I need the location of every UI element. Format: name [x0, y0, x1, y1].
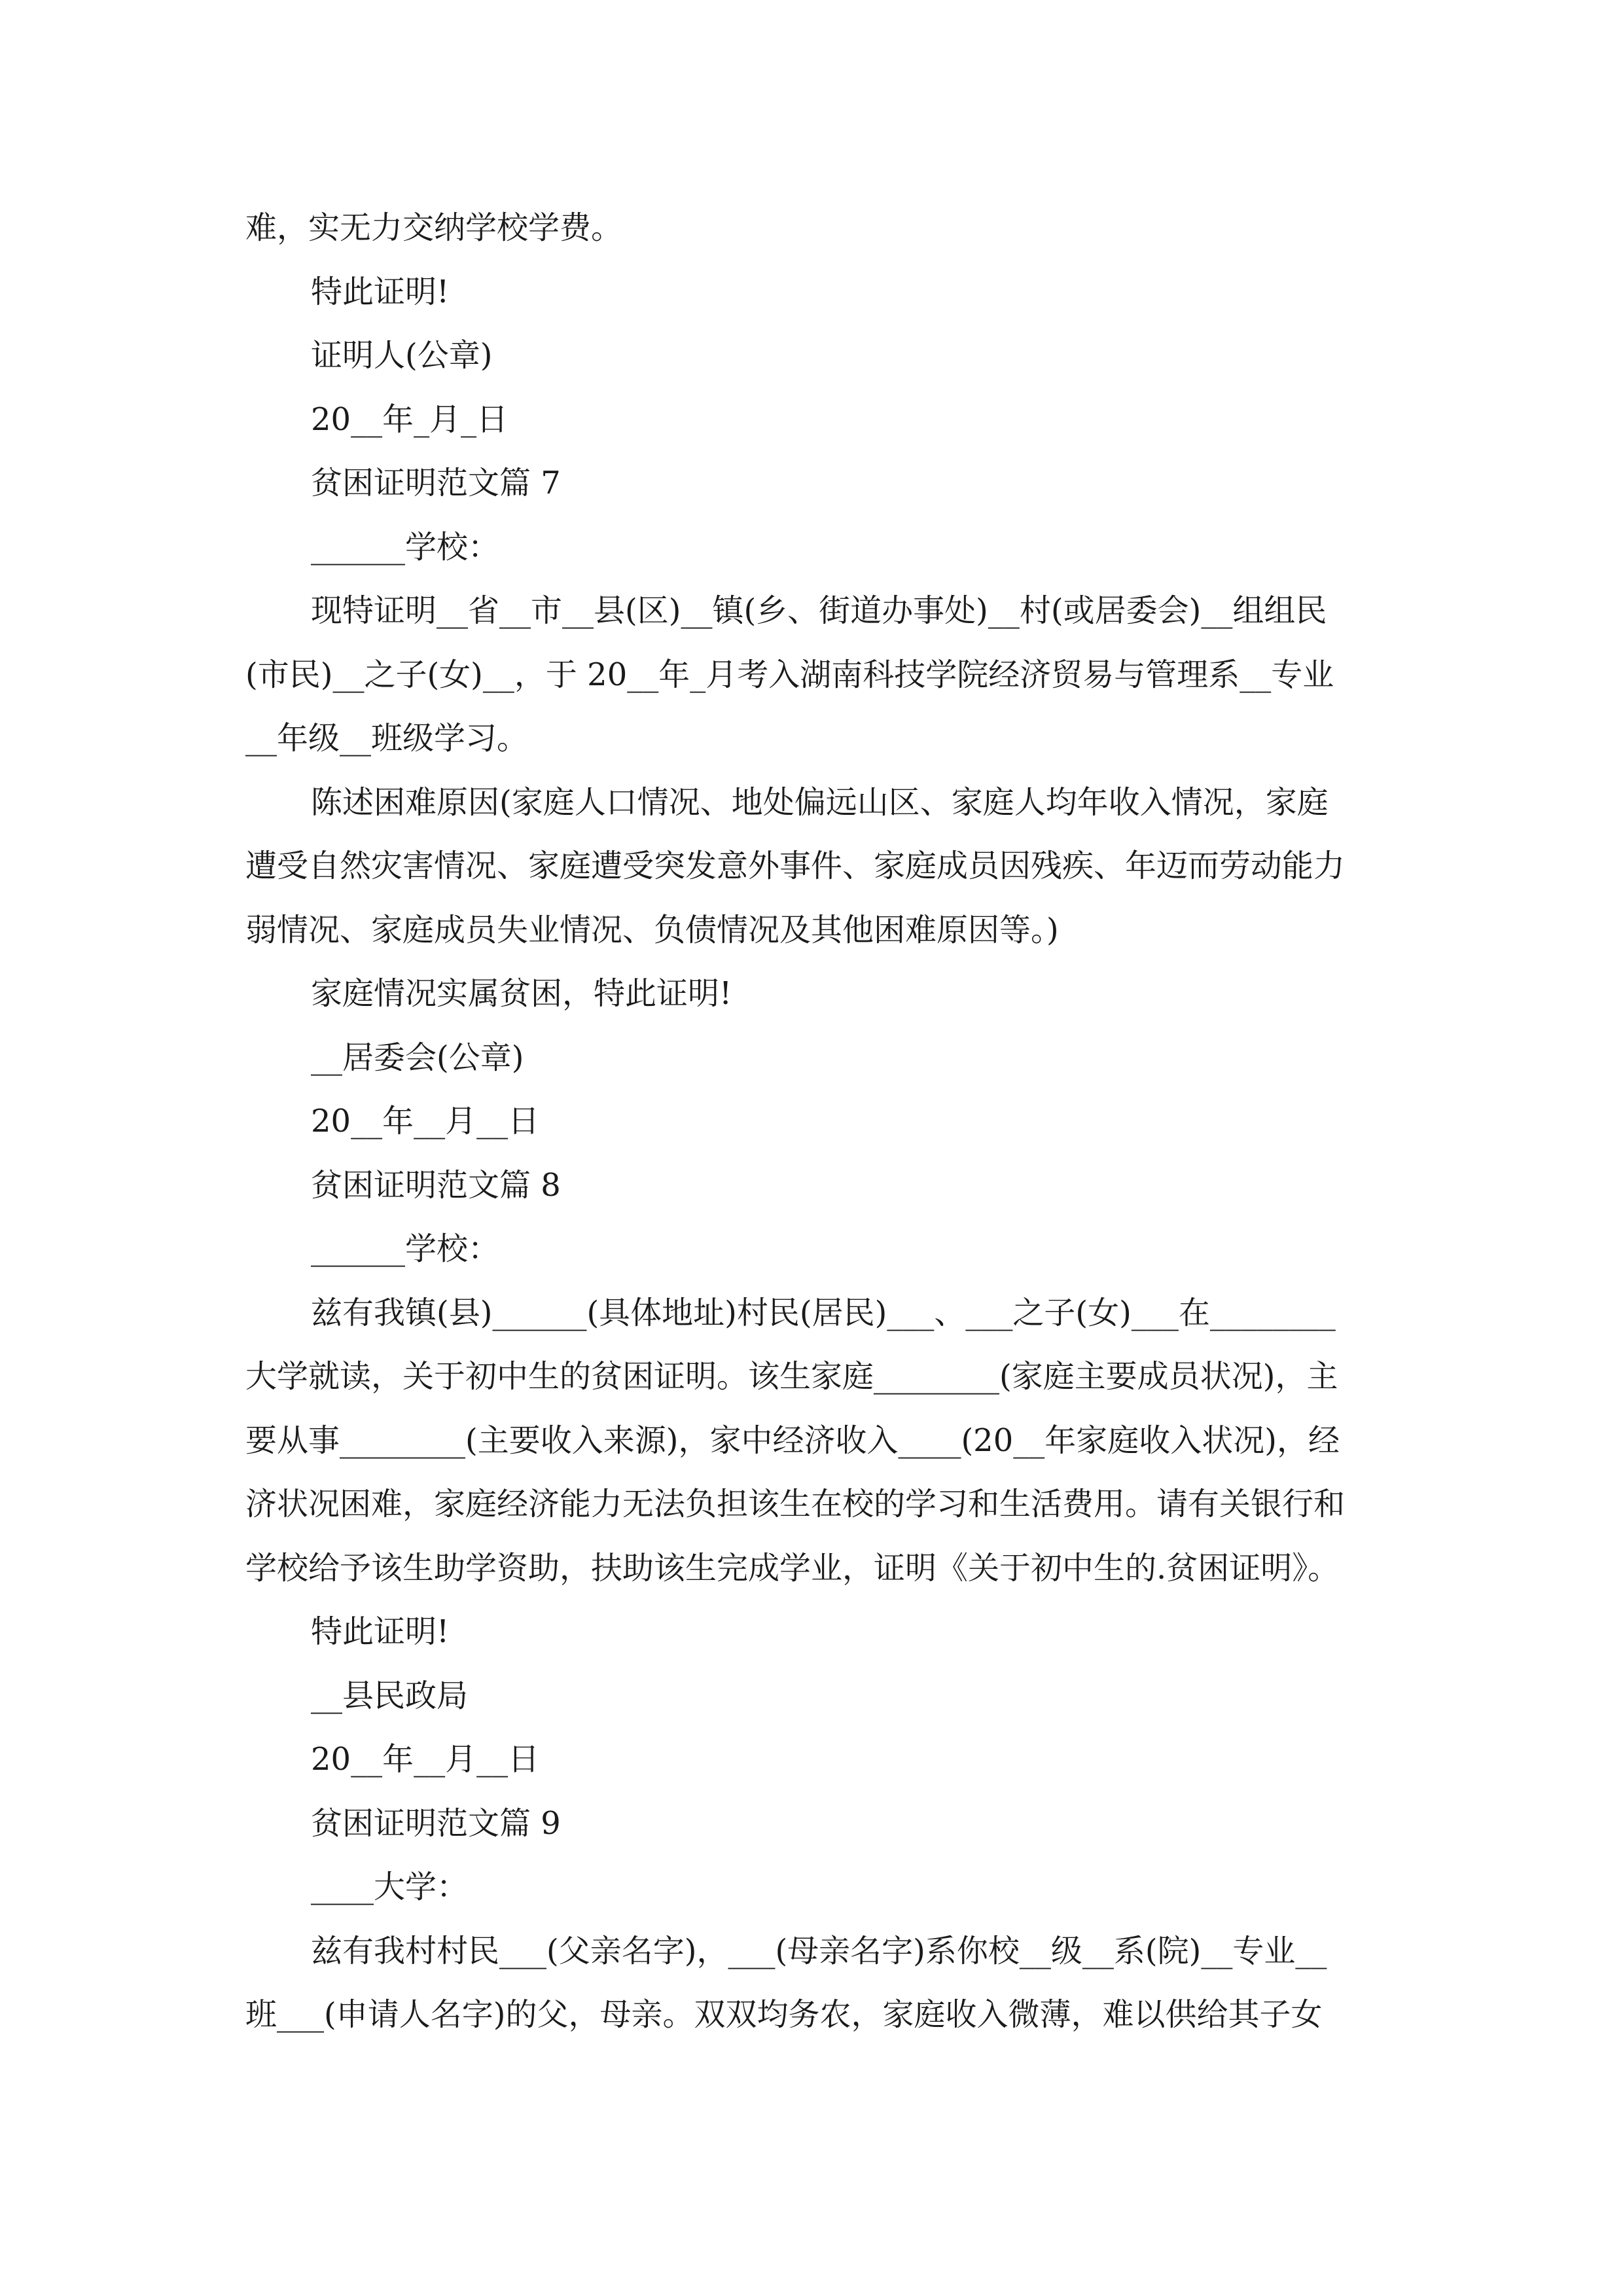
- text-line: 弱情况、家庭成员失业情况、负债情况及其他困难原因等。): [245, 911, 1059, 948]
- text-line: 20__年__月__日: [311, 1103, 540, 1139]
- document-body: [245, 196, 1387, 2047]
- text-line: 陈述困难原因(家庭人口情况、地处偏远山区、家庭人均年收入情况，家庭: [311, 783, 1329, 821]
- text-line: 贫困证明范文篇 8: [311, 1166, 561, 1204]
- text-line: 特此证明!: [311, 1613, 450, 1650]
- text-line: 难，实无力交纳学校学费。: [245, 209, 623, 246]
- text-line: __居委会(公章): [311, 1039, 524, 1076]
- text-line: 大学就读，关于初中生的贫困证明。该生家庭________(家庭主要成员状况)，主: [245, 1358, 1338, 1395]
- text-line: 班___(申请人名字)的父，母亲。双双均务农，家庭收入微薄，难以供给其子女: [245, 1996, 1323, 2033]
- text-line: 兹有我镇(县)______(具体地址)村民(居民)___、___之子(女)___在________: [311, 1294, 1336, 1331]
- text-line: 证明人(公章): [311, 337, 493, 374]
- text-line: 现特证明__省__市__县(区)__镇(乡、街道办事处)__村(或居委会)__组组民: [311, 592, 1327, 629]
- text-line: ______学校：: [311, 528, 500, 565]
- text-line: ____大学：: [311, 1869, 469, 1905]
- text-line: 20__年__月__日: [311, 1741, 540, 1778]
- text-line: 济状况困难，家庭经济能力无法负担该生在校的学习和生活费用。请有关银行和: [245, 1486, 1346, 1522]
- text-line: __县民政局: [311, 1677, 469, 1714]
- text-line: 要从事________(主要收入来源)，家中经济收入____(20__年家庭收入状况)，经: [245, 1422, 1340, 1459]
- text-line: __年级__班级学习。: [245, 720, 529, 757]
- text-line: (市民)__之子(女)__，于 20__年_月考入湖南科技学院经济贸易与管理系__专业: [245, 656, 1334, 693]
- text-line: 学校给予该生助学资助，扶助该生完成学业，证明《关于初中生的.贫困证明》。: [245, 1549, 1340, 1587]
- text-line: 特此证明!: [311, 273, 450, 310]
- text-line: 兹有我村村民___(父亲名字)，___(母亲名字)系你校__级__系(院)__专业__: [311, 1932, 1327, 1969]
- text-line: 贫困证明范文篇 7: [311, 465, 561, 501]
- text-line: 20__年_月_日: [311, 401, 508, 438]
- text-line: 家庭情况实属贫困，特此证明!: [311, 975, 732, 1012]
- text-line: ______学校：: [311, 1230, 500, 1267]
- text-line: 遭受自然灾害情况、家庭遭受突发意外事件、家庭成员因残疾、年迈而劳动能力: [245, 848, 1346, 884]
- text-line: 贫困证明范文篇 9: [311, 1804, 561, 1842]
